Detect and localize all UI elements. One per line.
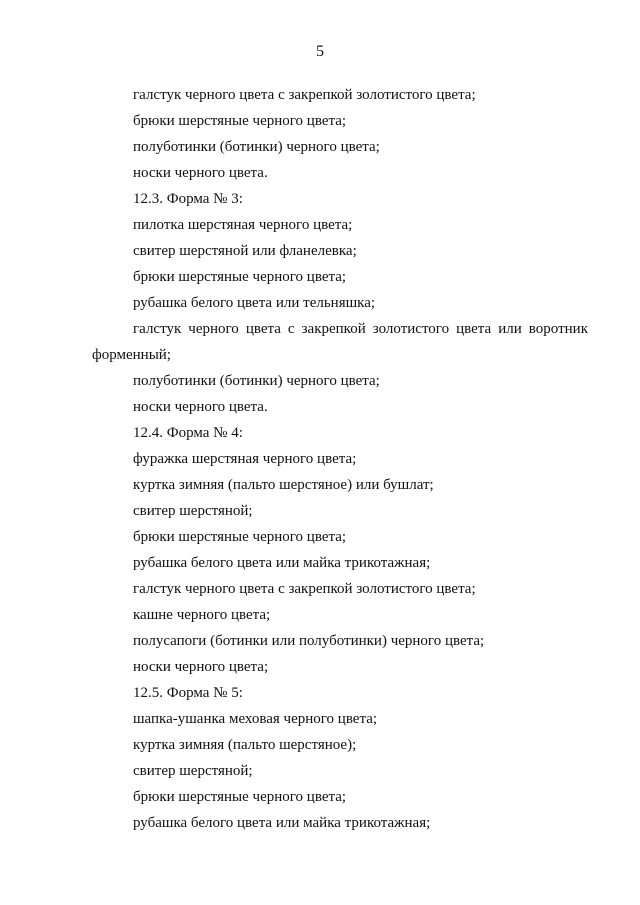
list-item: полуботинки (ботинки) черного цвета; xyxy=(133,373,380,389)
list-item: пилотка шерстяная черного цвета; xyxy=(133,217,353,233)
list-item: носки черного цвета. xyxy=(133,399,268,415)
list-item: носки черного цвета. xyxy=(133,165,268,181)
list-item: брюки шерстяные черного цвета; xyxy=(133,529,347,545)
list-item: свитер шерстяной или фланелевка; xyxy=(133,243,357,259)
list-item: свитер шерстяной; xyxy=(133,503,253,519)
list-item-continuation: форменный; xyxy=(92,347,171,363)
list-item: рубашка белого цвета или майка трикотажная; xyxy=(133,815,431,831)
list-item: брюки шерстяные черного цвета; xyxy=(133,269,347,285)
section-heading: 12.4. Форма № 4: xyxy=(133,425,243,441)
list-item: полусапоги (ботинки или полуботинки) черного цвета; xyxy=(133,633,485,649)
list-item: куртка зимняя (пальто шерстяное); xyxy=(133,737,357,753)
document-body xyxy=(92,82,588,836)
list-item: галстук черного цвета с закрепкой золотистого цвета; xyxy=(133,581,476,597)
list-item: фуражка шерстяная черного цвета; xyxy=(133,451,357,467)
section-heading: 12.3. Форма № 3: xyxy=(133,191,243,207)
list-item: галстук черного цвета с закрепкой золотистого цвета; xyxy=(133,87,476,103)
list-item: рубашка белого цвета или тельняшка; xyxy=(133,295,376,311)
list-item: куртка зимняя (пальто шерстяное) или бушлат; xyxy=(133,477,434,493)
list-item: шапка-ушанка меховая черного цвета; xyxy=(133,711,378,727)
list-item: носки черного цвета; xyxy=(133,659,269,675)
list-item: брюки шерстяные черного цвета; xyxy=(133,789,347,805)
list-item: кашне черного цвета; xyxy=(133,607,271,623)
list-item: полуботинки (ботинки) черного цвета; xyxy=(133,139,380,155)
list-item: рубашка белого цвета или майка трикотажная; xyxy=(133,555,431,571)
section-heading: 12.5. Форма № 5: xyxy=(133,685,243,701)
list-item: свитер шерстяной; xyxy=(133,763,253,779)
list-item: брюки шерстяные черного цвета; xyxy=(133,113,347,129)
page-number: 5 xyxy=(316,43,324,60)
list-item: галстук черного цвета с закрепкой золотистого цвета или воротник xyxy=(133,321,588,337)
